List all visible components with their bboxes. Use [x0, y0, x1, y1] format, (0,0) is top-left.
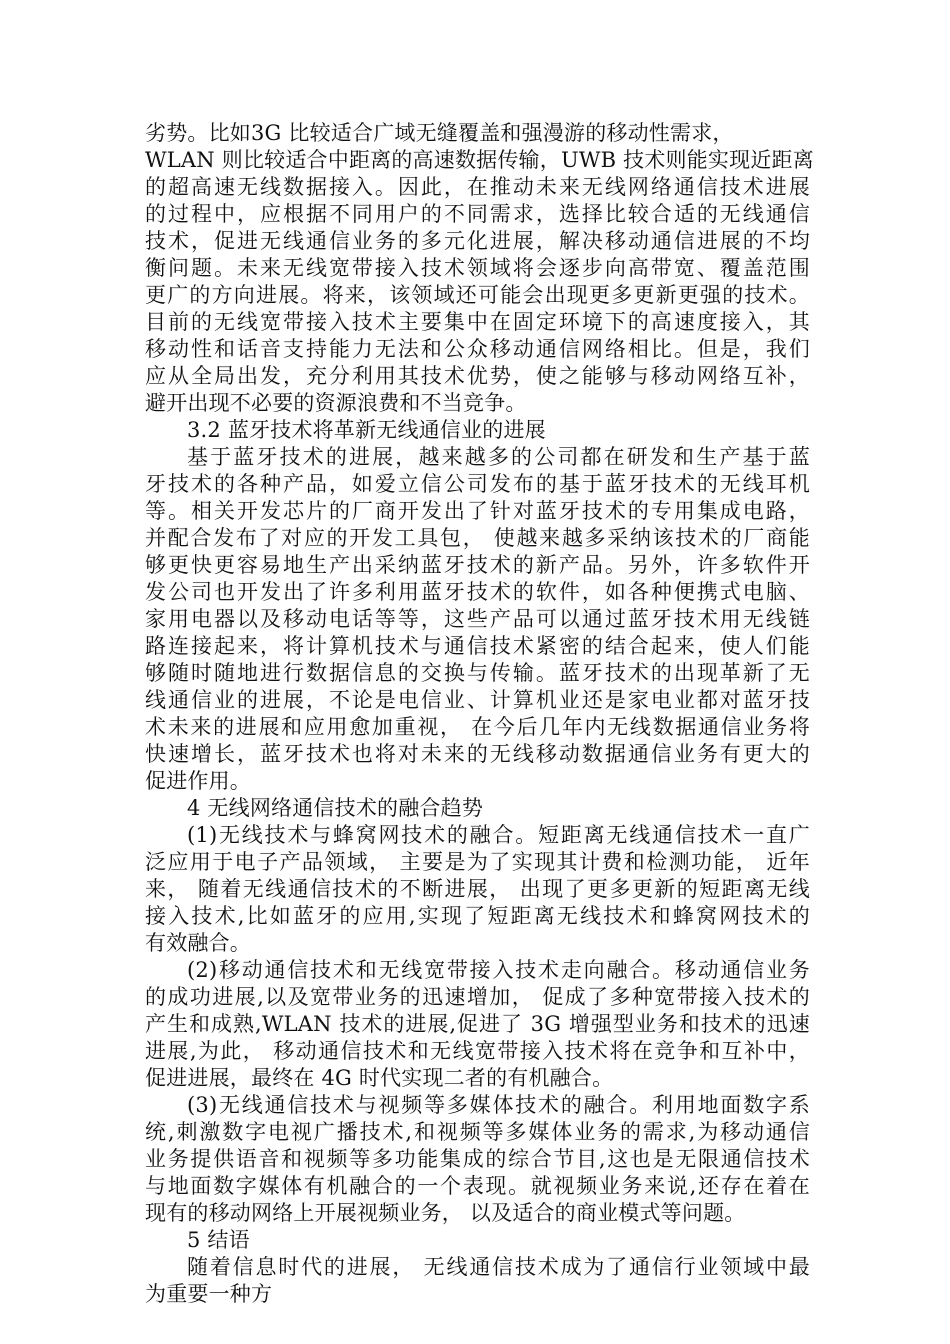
text-line: 并配合发布了对应的开发工具包， 使越来越多采纳该技术的厂商能	[145, 526, 810, 550]
text-line: 衡问题。未来无线宽带接入技术领域将会逐步向高带宽、覆盖范围	[145, 256, 810, 280]
text-line: 技术，促进无线通信业务的多元化进展，解决移动通信进展的不均	[145, 229, 810, 253]
text-line: 劣势。比如3G 比较适合广域无缝覆盖和强漫游的移动性需求，	[145, 121, 734, 145]
text-line: 有效融合。	[145, 931, 251, 955]
text-line: 目前的无线宽带接入技术主要集中在固定环境下的高速度接入，其	[145, 310, 810, 334]
text-line: 的成功进展,以及宽带业务的迅速增加， 促成了多种宽带接入技术的	[145, 985, 810, 1009]
text-line: 快速增长，蓝牙技术也将对未来的无线移动数据通信业务有更大的	[145, 742, 810, 766]
text-line: 的过程中，应根据不同用户的不同需求，选择比较合适的无线通信	[145, 202, 810, 226]
text-line: 线通信业的进展，不论是电信业、计算机业还是家电业都对蓝牙技	[145, 688, 810, 712]
text-line: 术未来的进展和应用愈加重视， 在今后几年内无线数据通信业务将	[145, 715, 810, 739]
text-line: 与地面数字媒体有机融合的一个表现。就视频业务来说,还存在着在	[145, 1174, 810, 1198]
text-line: 够随时随地进行数据信息的交换与传输。蓝牙技术的出现革新了无	[145, 661, 810, 685]
text-line: 应从全局出发，充分利用其技术优势，使之能够与移动网络互补，	[145, 364, 810, 388]
text-line: (1)无线技术与蜂窝网技术的融合。短距离无线通信技术一直广	[187, 823, 810, 847]
text-line: 统,刺激数字电视广播技术,和视频等多媒体业务的需求,为移动通信	[145, 1120, 810, 1144]
text-line: 泛应用于电子产品领域， 主要是为了实现其计费和检测功能， 近年	[145, 850, 810, 874]
text-line: 现有的移动网络上开展视频业务， 以及适合的商业模式等问题。	[145, 1201, 746, 1225]
text-line: (2)移动通信技术和无线宽带接入技术走向融合。移动通信业务	[187, 958, 810, 982]
text-line: 基于蓝牙技术的进展，越来越多的公司都在研发和生产基于蓝	[187, 445, 810, 469]
text-line: 的超高速无线数据接入。因此，在推动未来无线网络通信技术进展	[145, 175, 810, 199]
text-line: 来， 随着无线通信技术的不断进展， 出现了更多更新的短距离无线	[145, 877, 810, 901]
text-line: 3.2 蓝牙技术将革新无线通信业的进展	[187, 418, 546, 442]
text-line: 4 无线网络通信技术的融合趋势	[187, 796, 484, 820]
text-line: 家用电器以及移动电话等等，这些产品可以通过蓝牙技术用无线链	[145, 607, 810, 631]
text-line: 促进作用。	[145, 769, 251, 793]
text-line: 进展,为此， 移动通信技术和无线宽带接入技术将在竞争和互补中，	[145, 1039, 810, 1063]
text-line: 产生和成熟,WLAN 技术的进展,促进了 3G 增强型业务和技术的迅速	[145, 1012, 810, 1036]
text-line: 为重要一种方	[145, 1282, 273, 1306]
text-line: 业务提供语音和视频等多功能集成的综合节目,这也是无限通信技术	[145, 1147, 810, 1171]
text-line: 更广的方向进展。将来，该领域还可能会出现更多更新更强的技术。	[145, 283, 810, 307]
text-line: 5 结语	[187, 1228, 250, 1252]
document-body	[145, 120, 814, 1308]
text-line: 接入技术,比如蓝牙的应用,实现了短距离无线技术和蜂窝网技术的	[145, 904, 810, 928]
text-line: 随着信息时代的进展， 无线通信技术成为了通信行业领域中最	[187, 1255, 810, 1279]
text-line: (3)无线通信技术与视频等多媒体技术的融合。利用地面数字系	[187, 1093, 810, 1117]
text-line: 移动性和话音支持能力无法和公众移动通信网络相比。但是，我们	[145, 337, 810, 361]
text-line: 发公司也开发出了许多利用蓝牙技术的软件，如各种便携式电脑、	[145, 580, 810, 604]
text-line: WLAN 则比较适合中距离的高速数据传输，UWB 技术则能实现近距离	[145, 148, 814, 172]
text-line: 路连接起来，将计算机技术与通信技术紧密的结合起来，使人们能	[145, 634, 810, 658]
text-line: 够更快更容易地生产出采纳蓝牙技术的新产品。另外，许多软件开	[145, 553, 810, 577]
text-line: 促进进展，最终在 4G 时代实现二者的有机融合。	[145, 1066, 614, 1090]
text-line: 避开出现不必要的资源浪费和不当竞争。	[145, 391, 527, 415]
text-line: 等。相关开发芯片的厂商开发出了针对蓝牙技术的专用集成电路，	[145, 499, 810, 523]
text-line: 牙技术的各种产品，如爱立信公司发布的基于蓝牙技术的无线耳机	[145, 472, 810, 496]
